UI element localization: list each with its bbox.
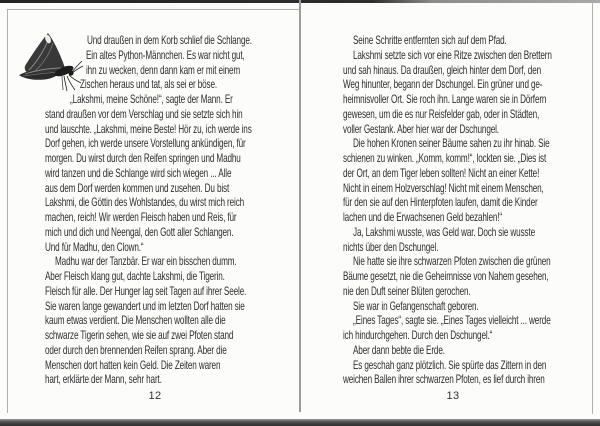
text-line: schienen zu winken. „Komm, komm!“, lockten sie. „Dies ist [343,151,547,165]
text-line: Ja, Lakshmi wusste, was Geld war. Doch sie wusste [353,224,536,239]
text-line: Ein altes Python-Männchen. Es war nicht gut, [86,47,245,62]
text-line: oder durch den brennenden Reifen sprang. Aber die [45,342,227,357]
page-number: 13 [446,390,460,402]
text-line: Und für Madhu, den Clown.“ [45,239,144,254]
page-gutter-line [299,0,301,412]
text-line: lachen und die Erwachsenen Geld bezahlen!“ [343,210,502,224]
text-line: und lauschte. „Lakshmi, meine Beste! Hör zu, ich werde ins [45,121,252,136]
text-line: Es geschah ganz plötzlich. Sie spürte das Zittern in den [353,357,547,372]
text-line: Sie war in Gefangenschaft geboren. [353,298,479,313]
text-line: „Eines Tages“, sagte sie. „Eines Tages vielleicht ... werde [353,313,551,328]
right-page-edge-line [592,2,593,414]
text-line: Aber Fleisch klang gut, dachte Lakshmi, die Tigerin. [45,269,225,283]
left-page-text [45,33,277,387]
text-line: weichen Ballen ihrer schwarzen Pfoten, es lief durch ihren [343,372,545,387]
text-line: „Lakshmi, meine Schöne!“, sagte der Mann. Er [70,92,233,106]
text-line: ich hindurchgehen. Durch den Dschungel.“ [343,328,493,342]
right-page-text [343,33,575,387]
text-line: Die hohen Kronen seiner Bäume sahen zu ihr hinab. Sie [353,136,550,151]
text-line: stand draußen vor dem Verschlag und sie setzte sich hin [45,106,243,121]
text-line: Fleisch für alle. Der Hunger lag seit Tagen auf ihrer Seele. [45,283,247,298]
text-line: Zischen heraus und tat, als sei er böse. [80,77,217,92]
text-line: hart, erklärte der Mann, sehr hart. [45,372,162,387]
scan-bottom-edge [0,419,600,426]
text-line: Madhu war der Tanzbär. Er war ein bisschen dumm. [55,254,237,269]
text-line: der Ort, an dem Tiger leben sollten! Nicht an einer Kette! [343,165,540,180]
page-number: 12 [148,390,162,402]
text-line: heimnisvoller Ort. Sie roch ihn. Lange waren sie in Dörfern [343,92,547,106]
text-line: Lakshmi setzte sich vor eine Ritze zwischen den Brettern [353,47,552,62]
left-page-top-border [7,9,299,10]
text-line: nie den Duft seiner Blüten gerochen. [343,283,471,298]
text-line: wird tanzen und die Schlange wird sich wiegen ... Alle [45,165,232,180]
text-line: Dorf gehen, ich werde unsere Vorstellung ankündigen, für [45,136,246,151]
text-line: ihn zu wecken, denn dann kam er mit einem [86,62,241,77]
text-line: Sie waren lange gewandert und im letzten Dorf hatten sie [45,298,245,313]
text-line: Und draußen in dem Korb schlief die Schlange. [87,33,252,47]
text-line: gewesen, um die es nur Reisfelder gab, oder in Städten, [343,106,540,121]
text-line: Weg hinunter, begann der Dschungel. Ein grüner und ge- [343,77,543,92]
text-line: Lakshmi, die Göttin des Wohlstandes, du wirst mich reich [45,195,245,210]
text-line: für den sie auf den Hinterpfoten laufen, damit die Kinder [343,195,538,210]
text-line: voller Gestank. Aber hier war der Dschungel. [343,121,499,136]
text-line: Bäume gesetzt, nie die Geheimnisse von Nahem gesehen, [343,269,549,283]
text-line: aus dem Dorf werden kommen und zusehen. Du bist [45,180,230,195]
text-line: Nie hatte sie ihre schwarzen Pfoten zwischen die grünen [353,254,551,269]
text-line: Menschen dort hatten kein Geld. Die Zeiten waren [45,357,221,372]
text-line: Seine Schritte entfernten sich auf dem Pfad. [353,33,507,47]
text-line: nichts über den Dschungel. [343,239,439,254]
text-line: Nicht in einem Holzverschlag! Nicht mit einem Menschen, [343,180,544,195]
text-line: und sah hinaus. Da draußen, gleich hinter dem Dorf, den [343,62,542,77]
left-page-edge-line [7,9,8,413]
text-line: schwarze Tigerin sehen, wie sie auf zwei Pfoten stand [45,328,234,342]
text-line: mich und dich und Neengal, den Gott aller Schlangen. [45,224,234,239]
text-line: kaum etwas verdient. Die Menschen wollten alle die [45,313,226,328]
text-line: machen, reich! Wir werden Fleisch haben und Reis, für [45,210,237,224]
text-line: Aber dann bebte die Erde. [353,342,445,357]
text-line: morgen. Du wirst durch den Reifen springen und Madhu [45,151,241,165]
